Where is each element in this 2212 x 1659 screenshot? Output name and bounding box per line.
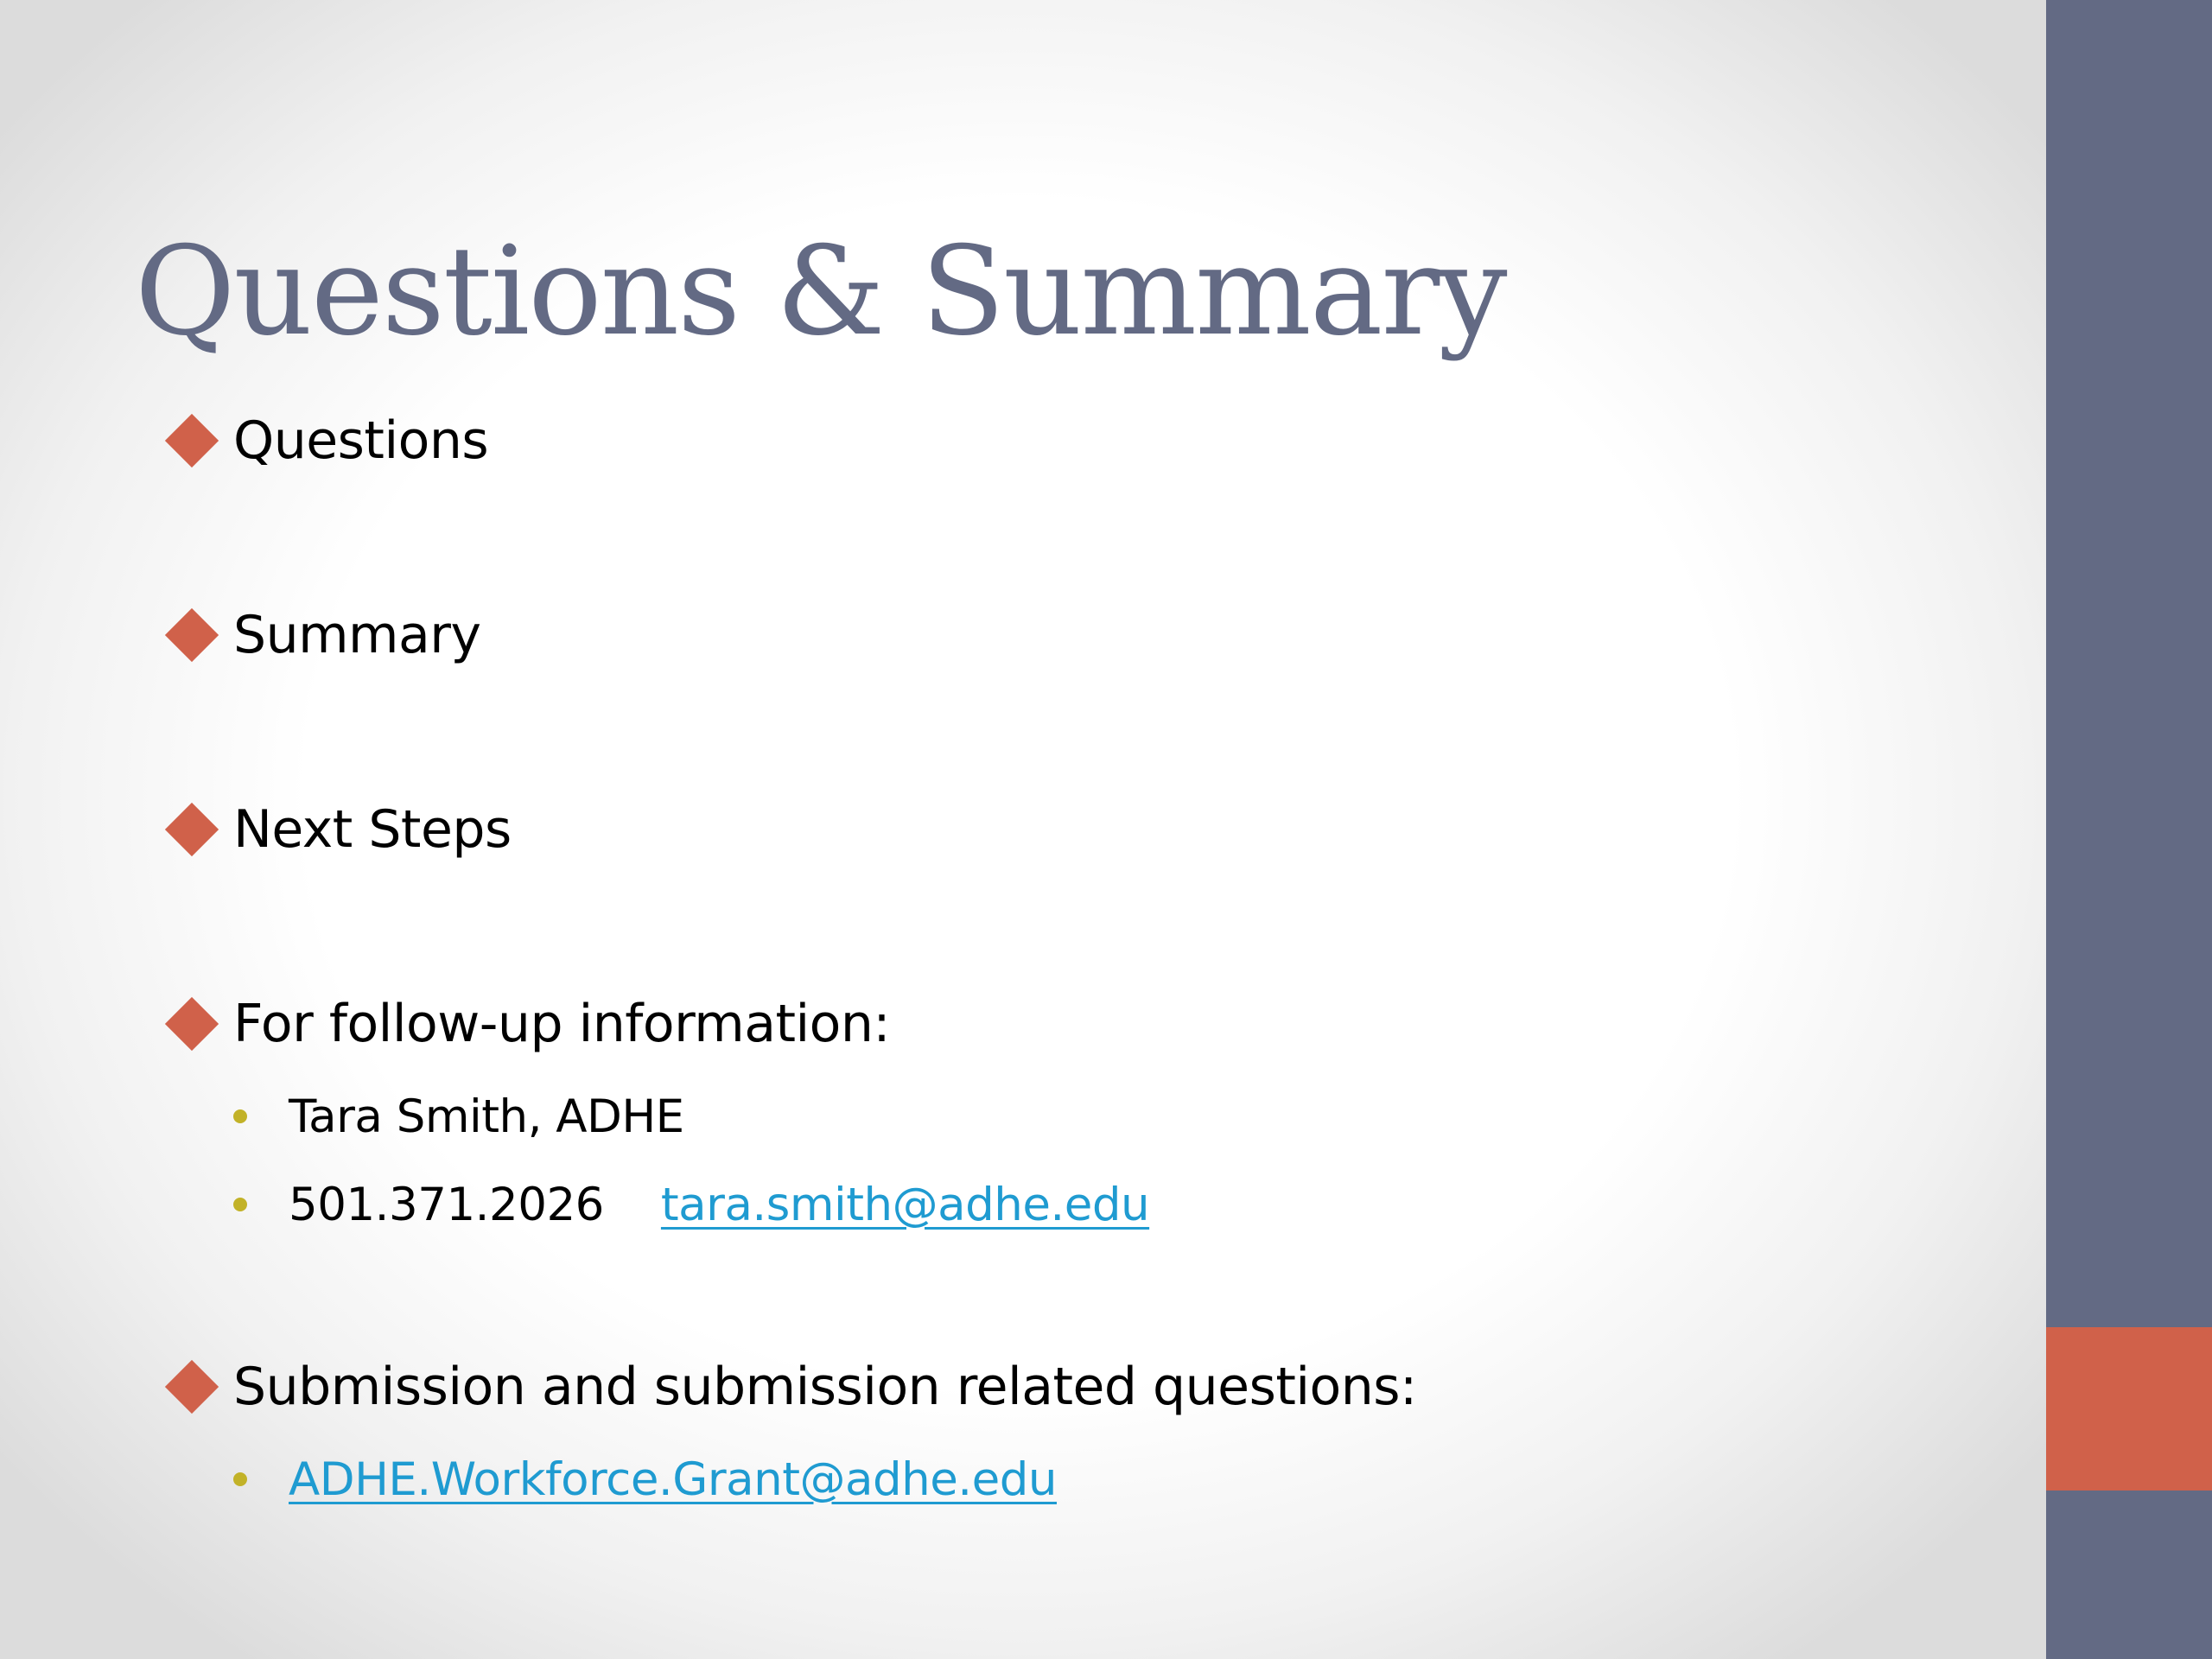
contact-phone: 501.371.2026 [289,1178,604,1231]
contact-email-link[interactable]: tara.smith@adhe.edu [660,1178,1150,1231]
diamond-bullet-icon [165,997,219,1051]
contact-name: Tara Smith, ADHE [289,1090,684,1143]
slide-title: Questions & Summary [135,220,1506,363]
sidebar-accent-block [2046,1327,2212,1491]
dot-bullet-icon [233,1472,247,1486]
diamond-bullet-icon [165,414,219,467]
bullet-follow-up [166,985,890,1063]
bullet-summary [166,596,480,674]
bullet-next-steps [166,791,512,868]
diamond-bullet-icon [165,608,219,662]
submission-email-link[interactable]: ADHE.Workforce.Grant@adhe.edu [289,1452,1057,1506]
diamond-bullet-icon [165,1360,219,1414]
sub-bullet-contact-name [233,1082,684,1151]
bullet-questions [166,402,488,480]
bullet-label: Questions [233,410,489,471]
dot-bullet-icon [233,1198,247,1211]
bullet-submission [166,1348,1417,1426]
sub-bullet-contact-info [233,1170,1149,1239]
sub-bullet-submission-email [233,1445,1057,1514]
dot-bullet-icon [233,1109,247,1123]
bullet-label: For follow-up information: [233,994,891,1054]
diamond-bullet-icon [165,803,219,856]
bullet-label: Next Steps [233,799,512,860]
bullet-label: Submission and submission related questions: [233,1357,1417,1417]
bullet-label: Summary [233,605,481,665]
